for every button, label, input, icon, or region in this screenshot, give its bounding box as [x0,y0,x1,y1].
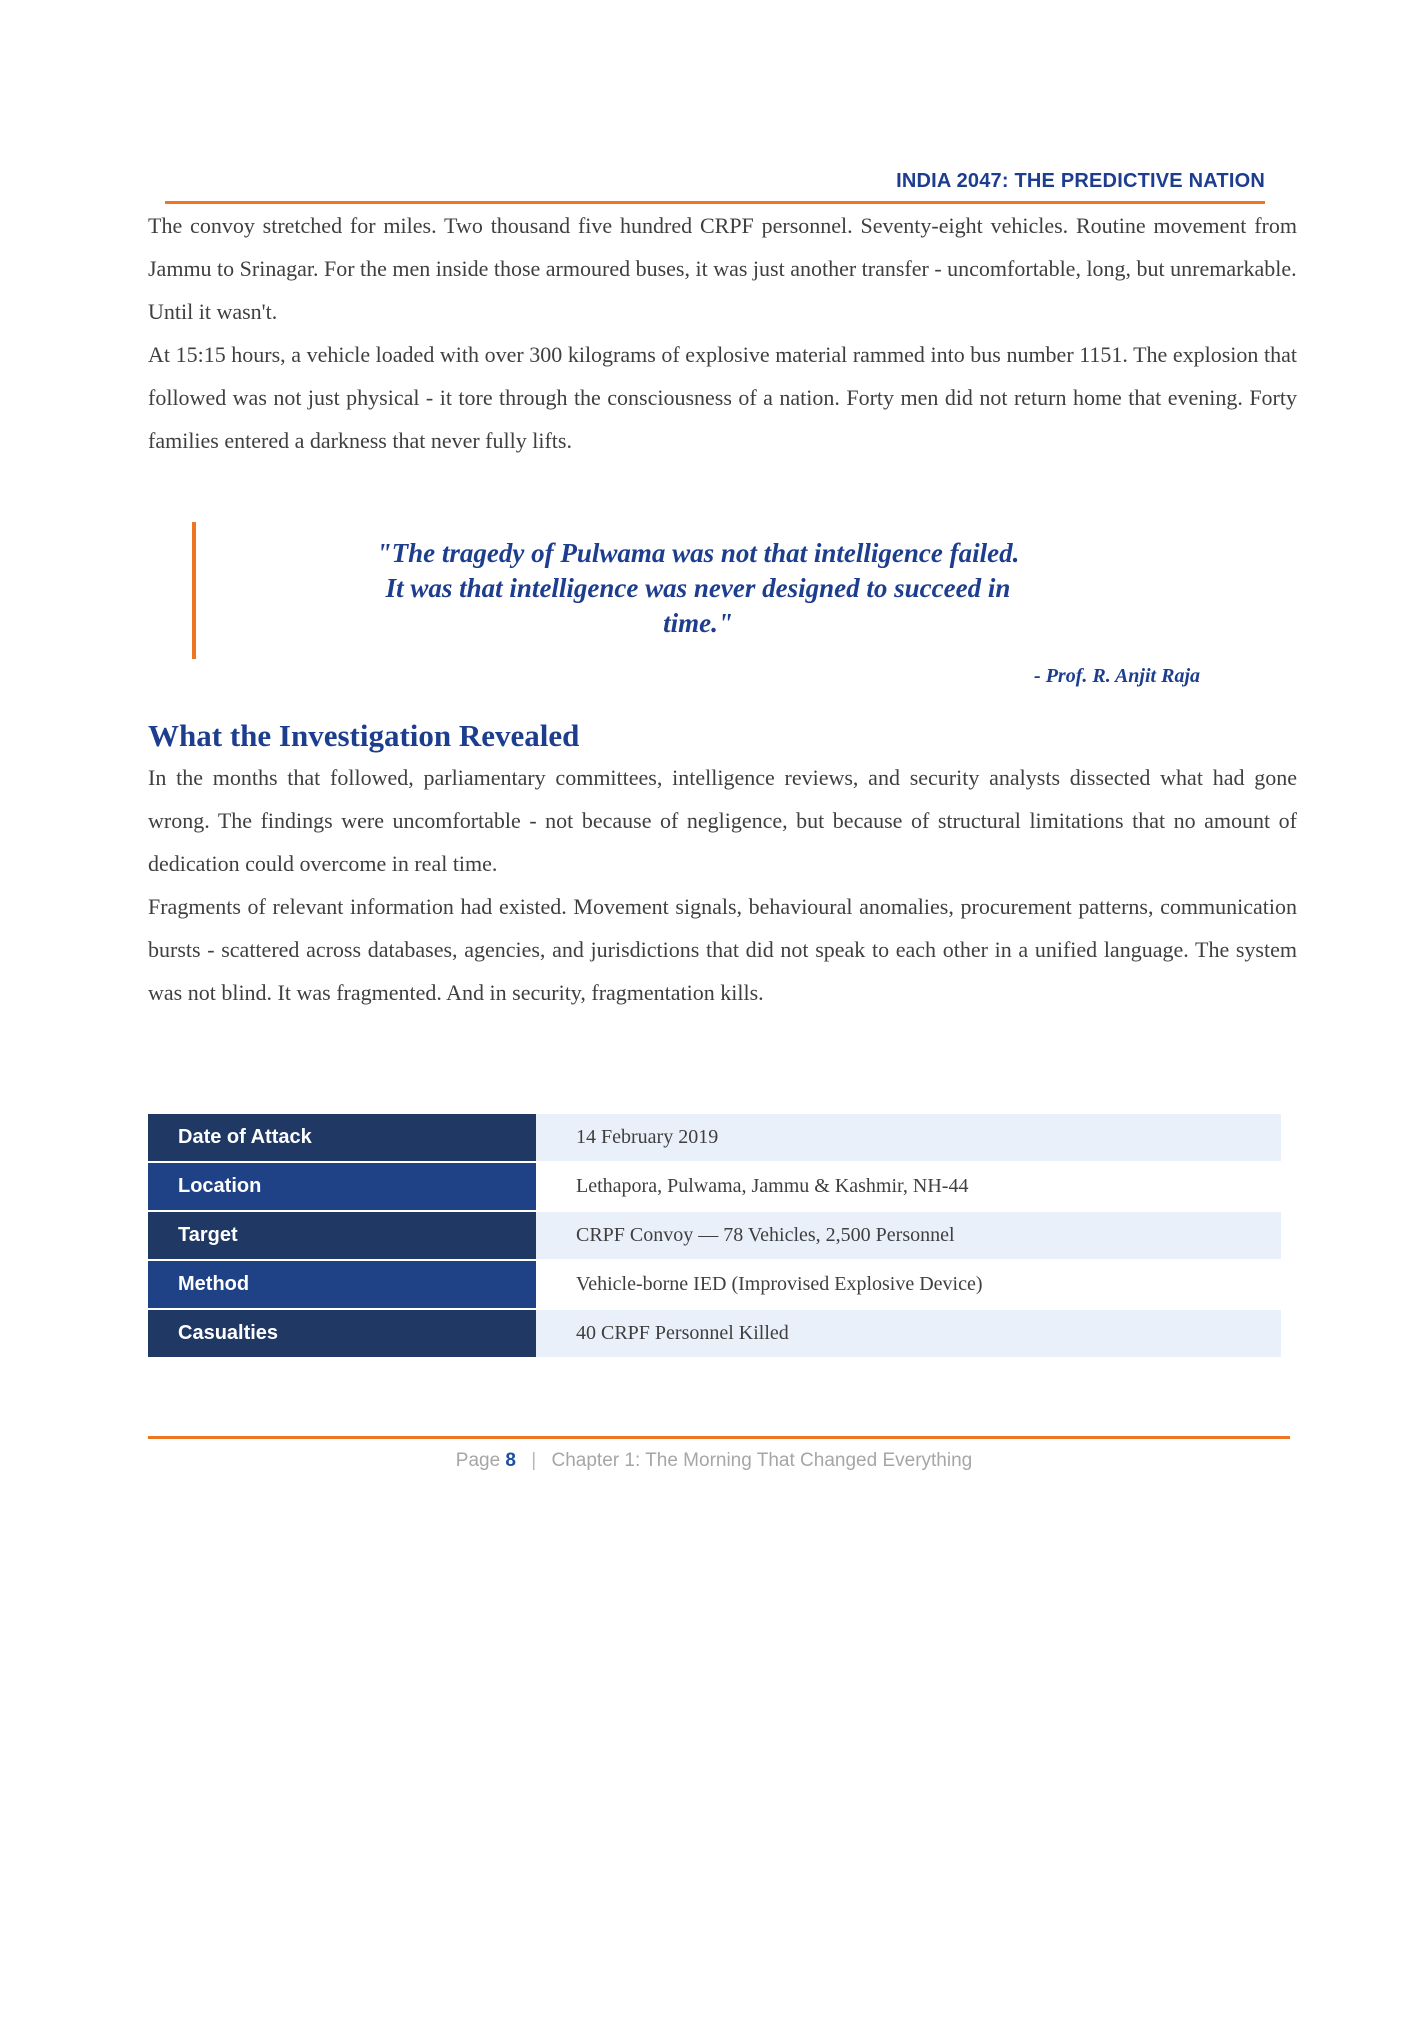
paragraph-months: In the months that followed, parliamentary committees, intelligence reviews, and security analysts dissected what had gone wrong. The findings were uncomfortable - not because of negligence, but because of structural limitations that no amount of dedication could overcome in real time. [148,765,1297,876]
page-number: 8 [505,1450,516,1471]
table-value-cell: 14 February 2019 [536,1114,1281,1163]
table-value-cell: Vehicle-borne IED (Improvised Explosive Device) [536,1261,1281,1310]
footer-separator: | [531,1450,537,1471]
section-heading: What the Investigation Revealed [148,718,580,753]
table-row [148,1261,1281,1310]
table-value-cell: Lethapora, Pulwama, Jammu & Kashmir, NH-44 [536,1163,1281,1212]
page-footer [0,1436,1428,1472]
table-row [148,1163,1281,1212]
table-label-cell: Date of Attack [148,1114,536,1163]
quote-line-2: It was that intelligence was never designed to succeed in [385,573,1011,603]
table-row [148,1114,1281,1163]
paragraph-fragments: Fragments of relevant information had existed. Movement signals, behavioural anomalies, procurement patterns, communication bursts - scattered across databases, agencies, and jurisdictions that did not speak to each other in a unified language. The system was not blind. It was fragmented. And in security, fragmentation kills. [148,894,1297,1005]
table-value-cell: 40 CRPF Personnel Killed [536,1310,1281,1359]
paragraph-until: Until it wasn't. [148,299,278,324]
running-header-title: INDIA 2047: THE PREDICTIVE NATION [896,170,1265,192]
table-label-cell: Target [148,1212,536,1261]
quote-line-3: time." [663,608,733,638]
attack-facts-table-wrap [148,1114,1297,1359]
quote-line-1: "The tragedy of Pulwama was not that intelligence failed. [376,538,1020,568]
table-value-cell: CRPF Convoy — 78 Vehicles, 2,500 Personnel [536,1212,1281,1261]
table-label-cell: Location [148,1163,536,1212]
pull-quote [192,522,1200,659]
chapter-label: Chapter 1: The Morning That Changed Everything [551,1450,973,1471]
page-content [148,204,1297,1359]
paragraph-attack: At 15:15 hours, a vehicle loaded with over 300 kilograms of explosive material rammed into bus number 1151. The explosion that followed was not just physical - it tore through the consciousness of a nation. Forty men did not return home that evening. Forty families entered a darkness that never fully lifts. [148,342,1297,453]
footer-text [0,1450,1428,1472]
table-label-cell: Casualties [148,1310,536,1359]
attack-facts-table [148,1114,1281,1359]
quote-attribution: - Prof. R. Anjit Raja [1034,665,1200,687]
page-label: Page [455,1450,501,1471]
table-label-cell: Method [148,1261,536,1310]
table-row [148,1310,1281,1359]
footer-divider [148,1436,1290,1439]
page-header [165,0,1265,204]
paragraph-convoy: The convoy stretched for miles. Two thousand five hundred CRPF personnel. Seventy-eight vehicles. Routine movement from Jammu to Srinagar. For the men inside those armoured buses, it was just another transfer - uncomfortable, long, but unremarkable. [148,213,1297,281]
table-row [148,1212,1281,1261]
